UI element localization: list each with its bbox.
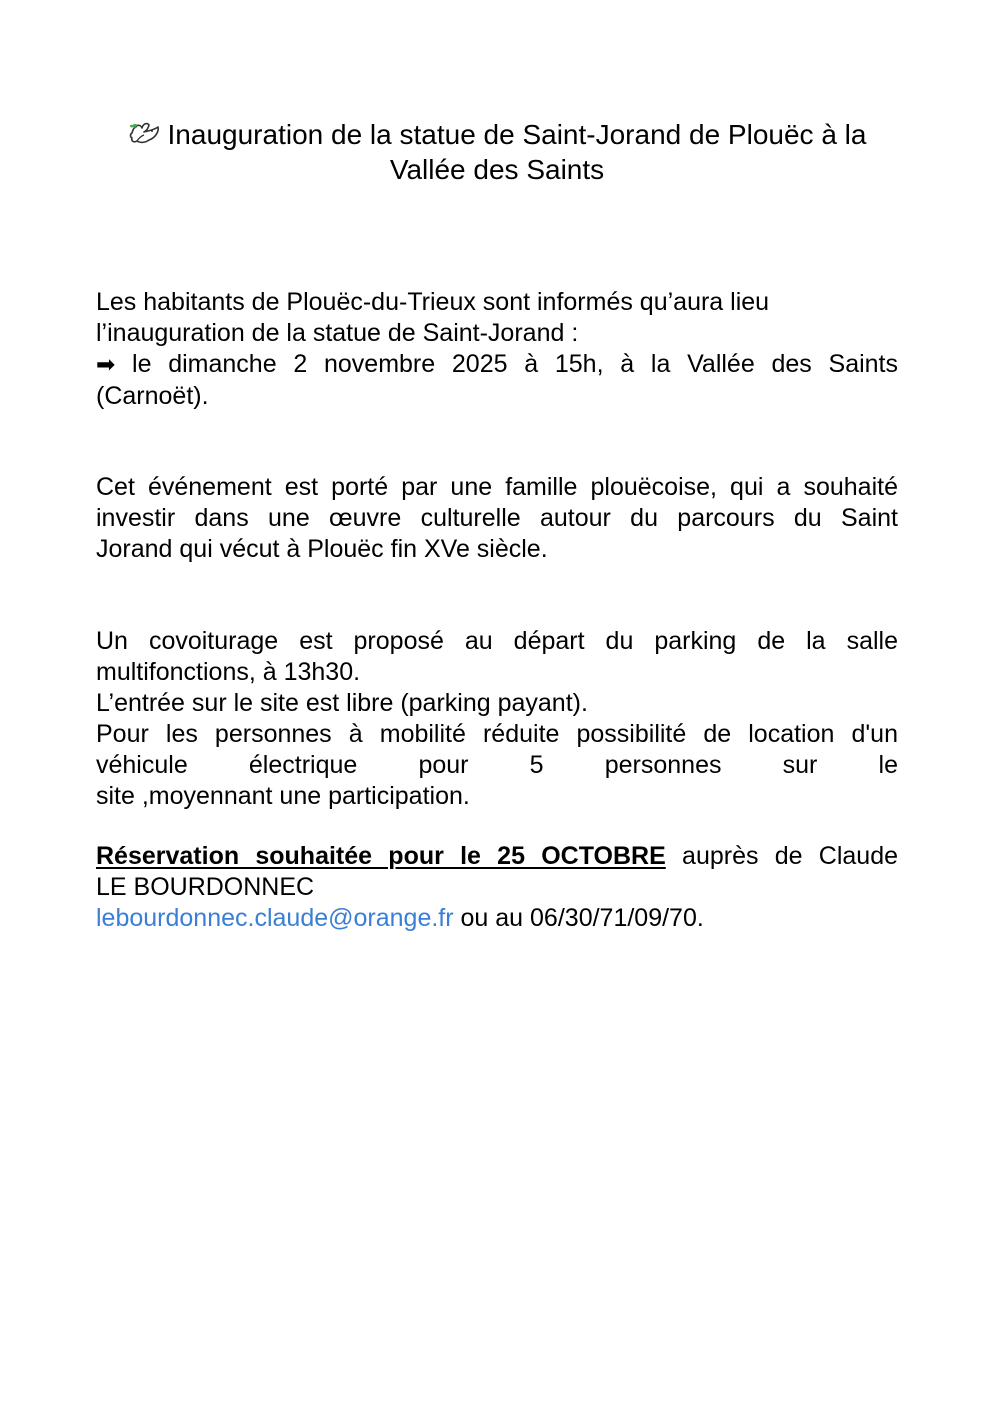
phone-text: ou au 06/30/71/09/70. (453, 904, 704, 932)
title-line-1: Inauguration de la statue de Saint-Jorand de Plouëc à la (96, 117, 898, 152)
arrow-right-icon: ➡ (96, 352, 116, 378)
reservation-paragraph (96, 841, 898, 934)
email-link[interactable]: lebourdonnec.claude@orange.fr (96, 904, 454, 932)
page-title (96, 117, 898, 187)
transport-paragraph: Un covoiturage est proposé au départ du parking de la salle multifonctions, à 13h30. L’entrée sur le site est libre (parking payant). Pour les personnes à mobilité réduite possibilité de location d'un véhicule électrique pour 5 personnes sur le site ,moyennant une participation. (96, 627, 898, 810)
dove-icon (128, 119, 164, 149)
intro-paragraph: Les habitants de Plouëc-du-Trieux sont informés qu’aura lieu l’inauguration de la statue de Saint-Jorand : ➡ le dimanche 2 novembre 2025 à 15h, à la Vallée des Saints (Carnoët). (96, 288, 898, 410)
reservation-deadline: Réservation souhaitée pour le 25 OCTOBRE (96, 842, 666, 870)
date-line: ➡ le dimanche 2 novembre 2025 à 15h, à la Vallée des Saints (96, 350, 898, 378)
contact-line (96, 903, 898, 934)
title-line-2: Vallée des Saints (389, 154, 605, 185)
reservation-line: Réservation souhaitée pour le 25 OCTOBRE auprès de Claude (96, 842, 899, 870)
event-paragraph: Cet événement est porté par une famille plouëcoise, qui a souhaité investir dans une œuvre culturelle autour du parcours du Saint Jorand qui vécut à Plouëc fin XVe siècle. (96, 473, 898, 563)
contact-name: LE BOURDONNEC (96, 873, 315, 901)
